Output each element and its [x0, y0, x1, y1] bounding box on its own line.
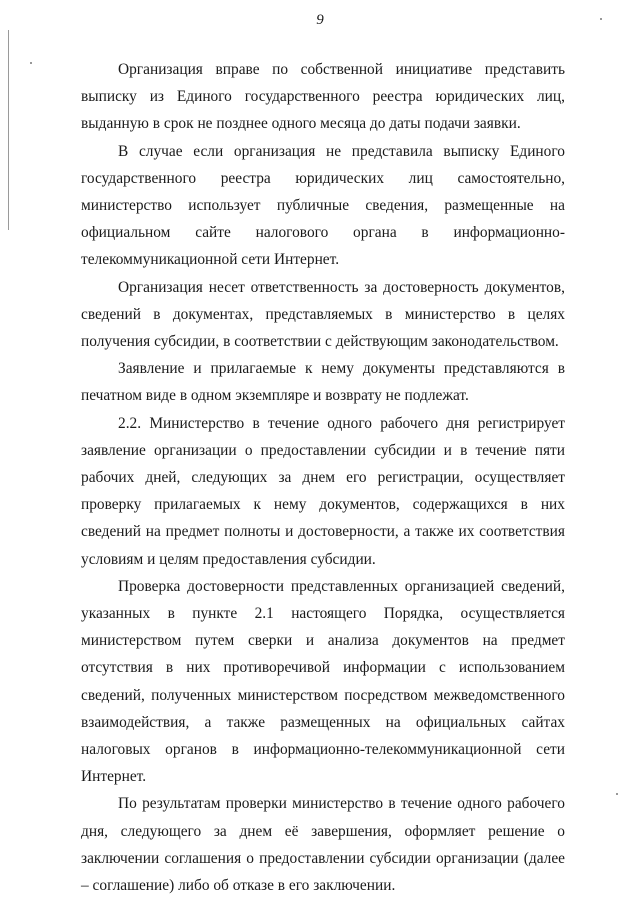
scan-speck	[30, 62, 32, 64]
scan-speck	[616, 793, 618, 795]
page-number: 9	[316, 12, 324, 28]
paragraph: 2.2. Министерство в течение одного рабочего дня регистрирует заявление организации о предоставлении субсидии и в течение пяти рабочих дней, следующих за днем его регистрации, осуществляет проверку прилагаемых к нему документов, содержащихся в них сведений на предмет полноты и достоверности, а также их соответствия условиям и целям предоставления субсидии.	[81, 414, 565, 568]
paragraph: Проверка достоверности представленных организацией сведений, указанных в пункте 2.1 настоящего Порядка, осуществляется министерством путем сверки и анализа документов на предмет отсутствия в них противоречивой информации с использованием сведений, полученных министерством посредством межведомственного взаимодействия, а также размещенных на официальных сайтах налоговых органов в информационно-телекоммуникационной сети Интернет.	[81, 577, 565, 786]
document-body	[81, 56, 565, 899]
paragraph: Заявление и прилагаемые к нему документы представляются в печатном виде в одном экземпляре и возврату не подлежат.	[81, 360, 565, 405]
paragraph: По результатам проверки министерство в течение одного рабочего дня, следующего за днем её завершения, оформляет решение о заключении соглашения о предоставлении субсидии организации (далее – соглашение) либо об отказе в его заключении.	[81, 795, 565, 895]
scan-edge-line	[8, 30, 9, 230]
paragraph: Организация вправе по собственной инициативе представить выписку из Единого государственного реестра юридических лиц, выданную в срок не позднее одного месяца до даты подачи заявки.	[81, 61, 565, 133]
paragraph: В случае если организация не представила выписку Единого государственного реестра юридических лиц самостоятельно, министерство использует публичные сведения, размещенные на официальном сайте налогового органа в информационно-телекоммуникационной сети Интернет.	[81, 142, 565, 269]
paragraph: Организация несет ответственность за достоверность документов, сведений в документах, представляемых в министерство в целях получения субсидии, в соответствии с действующим законодательством.	[81, 278, 565, 351]
